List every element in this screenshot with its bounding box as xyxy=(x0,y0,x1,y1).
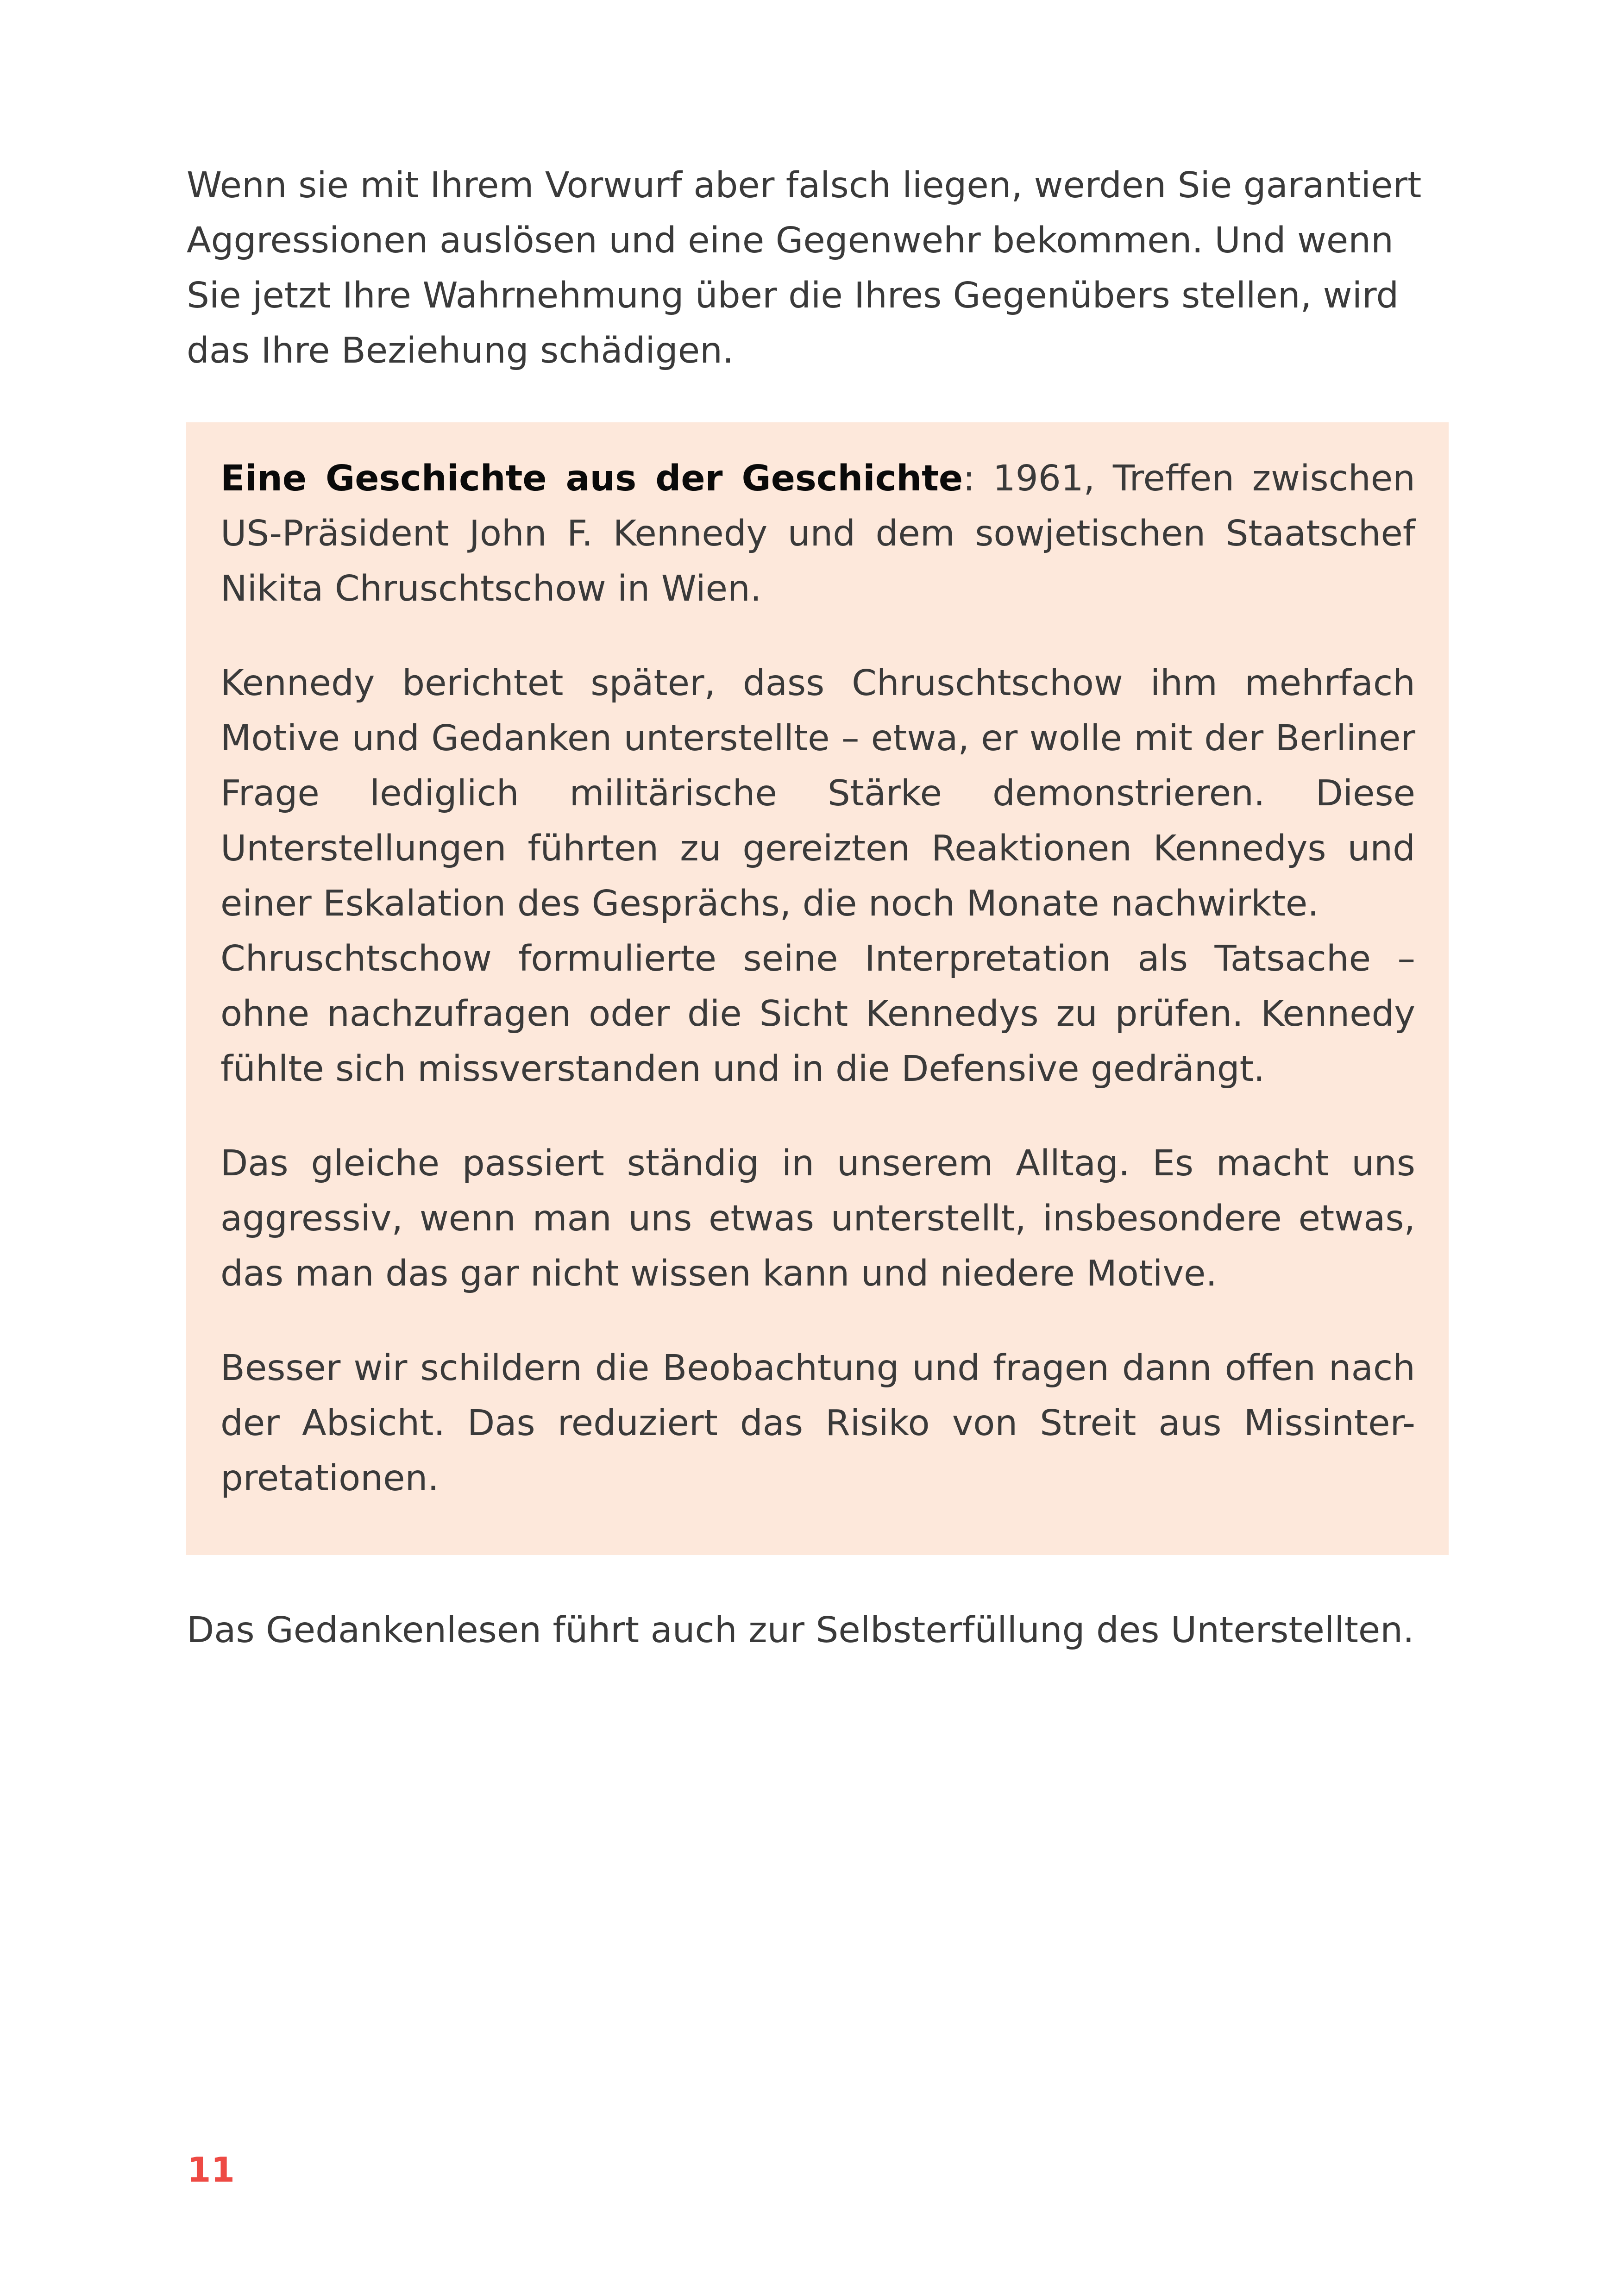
story-callout-box xyxy=(186,422,1449,1555)
story-everyday-paragraph: Das gleiche passiert ständig in unserem Alltag. Es macht uns aggressiv, wenn man uns etwas unterstellt, insbesondere etwas, das man das gar nicht wissen kann und niedere Motive. xyxy=(220,1143,1415,1294)
story-kennedy-text: Kennedy berichtet später, dass Chruschtschow ihm mehrfach Motive und Gedanken unterstellte – etwa, er wolle mit der Berliner Frage lediglich militärische Stärke demonstrieren. Diese Unterstellungen führten zu gereizten Reaktionen Kennedys und einer Eskalation des Gesprächs, die noch Monate nachwirkte. xyxy=(220,663,1415,924)
story-heading: Eine Geschichte aus der Geschichte xyxy=(220,458,963,499)
story-intro-paragraph xyxy=(220,451,1415,616)
page-number: 11 xyxy=(187,2150,235,2190)
story-heading-rest: : 1961, Treffen zwischen US-Präsident John F. Kennedy und dem sowjetischen Staatschef Nikita Chruschtschow in Wien. xyxy=(220,458,1415,609)
outro-paragraph: Das Gedankenlesen führt auch zur Selbsterfüllung des Unterstellten. xyxy=(187,1610,1414,1651)
story-chruschtschow-text: Chruschtschow formulierte seine Interpretation als Tatsache – ohne nachzufragen oder die Sicht Kennedys zu prüfen. Kennedy fühlte sich missverstanden und in die Defensive gedrängt. xyxy=(220,938,1415,1090)
story-advice-paragraph: Besser wir schildern die Beobachtung und fragen dann offen nach der Absicht. Das reduziert das Risiko von Streit aus Missinter-pretationen. xyxy=(220,1348,1415,1499)
story-kennedy-paragraph xyxy=(220,656,1415,1097)
intro-paragraph: Wenn sie mit Ihrem Vorwurf aber falsch liegen, werden Sie garantiert Aggressionen auslösen und eine Gegenwehr bekommen. Und wenn Sie jetzt Ihre Wahrnehmung über die Ihres Gegenübers stellen, wird das Ihre Beziehung schädigen. xyxy=(187,165,1422,371)
